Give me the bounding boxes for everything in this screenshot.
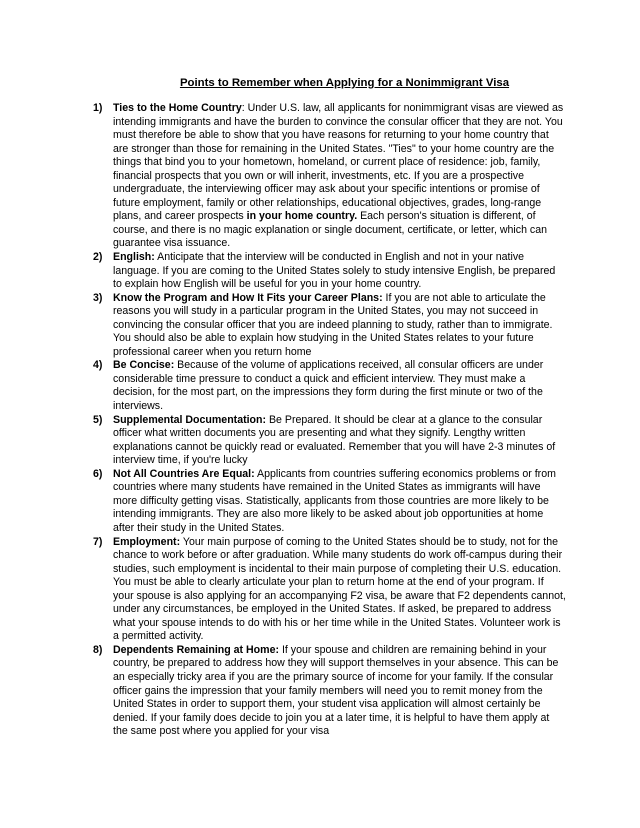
item-number: 1): [93, 102, 103, 114]
page-title: Points to Remember when Applying for a Nonimmigrant Visa: [179, 77, 510, 89]
item-heading: Not All Countries Are Equal:: [113, 467, 255, 480]
item-text: If your spouse and children are remaining behind in your country, be prepared to address how they will support themselves in your absence. This can be an especially tricky area if you are the primary source of income for your family. If the consular officer gains the impression that your family members will need you to remit money from the United States in order to support them, your student visa application will almost certainly be denied. If your family does decide to join you at a later time, it is helpful to have them apply at the same post where you applied for your visa: [113, 643, 559, 738]
item-heading: Dependents Remaining at Home:: [113, 643, 279, 656]
item-number: 6): [93, 467, 103, 480]
list-item-employment: [93, 536, 566, 644]
list-item-program: [93, 292, 566, 360]
item-number: 7): [93, 535, 103, 548]
item-emphasis: in your home country.: [243, 210, 358, 223]
item-text: Anticipate that the interview will be conducted in English and not in your native language. If you are coming to the United States solely to study intensive English, be prepared to explain how English will be useful for you in your home country.: [113, 251, 556, 291]
item-heading: Supplemental Documentation:: [113, 413, 267, 426]
item-text: If you are not able to articulate the reasons you will study in a particular program in the United States, you may not succeed in convincing the consular officer that you are indeed planning to study, rather than to immigrate. You should also be able to explain how studying in the United States relates to your future professional career when you return home: [113, 291, 553, 358]
item-text-after: Each person's situation is different, of course, and there is no magic explanation or single document, certificate, or letter, which can guarantee visa issuance.: [113, 210, 547, 250]
list-item-countries: [93, 468, 566, 536]
item-text: : Under U.S. law, all applicants for nonimmigrant visas are viewed as intending immigrants and have the burden to convince the consular officer that they are not. You must therefore be able to show that you have reasons for returning to your home country that are stronger than those for remaining in the United States. "Ties" to your home country are the things that bind you to your hometown, homeland, or current place of residence: job, family, financial prospects that you own or will inherit, investments, etc. If you are a prospective undergraduate, the interviewing officer may ask about your specific intentions or promise of future employment, family or other relationships, educational objectives, grades, long-range plans, and career prospects: [113, 102, 564, 223]
item-number: 2): [93, 251, 103, 264]
item-heading: Employment:: [113, 535, 181, 548]
list-item-dependents: [93, 644, 566, 739]
item-text: Because of the volume of applications received, all consular officers are under considerable time pressure to conduct a quick and efficient interview. They must make a decision, for the most part, on the impressions they form during the first minute or two of the interviews.: [113, 359, 544, 413]
list-item-ties: [93, 102, 566, 251]
points-list: [93, 102, 566, 739]
list-item-english: [93, 251, 566, 292]
item-heading: Be Concise:: [113, 359, 175, 372]
item-text: Your main purpose of coming to the United States should be to study, not for the chance to work before or after graduation. While many students do work off-campus during their studies, such employment is incidental to their main purpose of completing their U.S. education. You must be able to clearly articulate your plan to return home at the end of your program. If your spouse is also applying for an accompanying F2 visa, be aware that F2 dependents cannot, under any circumstances, be employed in the United States. If asked, be prepared to address what your spouse intends to do with his or her time while in the United States. Volunteer work is a permitted activity.: [113, 535, 566, 643]
item-number: 8): [93, 643, 103, 656]
item-heading: Ties to the Home Country: [113, 102, 242, 114]
item-text: Applicants from countries suffering economics problems or from countries where many students have remained in the United States as immigrants will have more difficulty getting visas. Statistically, applicants from those countries are more likely to be intending immigrants. They are also more likely to be asked about job opportunities at home after their study in the United States.: [113, 467, 556, 534]
item-number: 5): [93, 413, 103, 426]
item-text: Be Prepared. It should be clear at a glance to the consular officer what written documents you are presenting and what they signify. Lengthy written explanations cannot be quickly read or evaluated. Remember that you will have 2-3 minutes of interview time, if you're lucky: [113, 413, 556, 467]
list-item-documentation: [93, 414, 566, 468]
item-number: 4): [93, 359, 103, 372]
item-number: 3): [93, 291, 103, 304]
item-heading: English:: [113, 251, 155, 264]
item-heading: Know the Program and How It Fits your Career Plans:: [113, 291, 383, 304]
list-item-concise: [93, 359, 566, 413]
